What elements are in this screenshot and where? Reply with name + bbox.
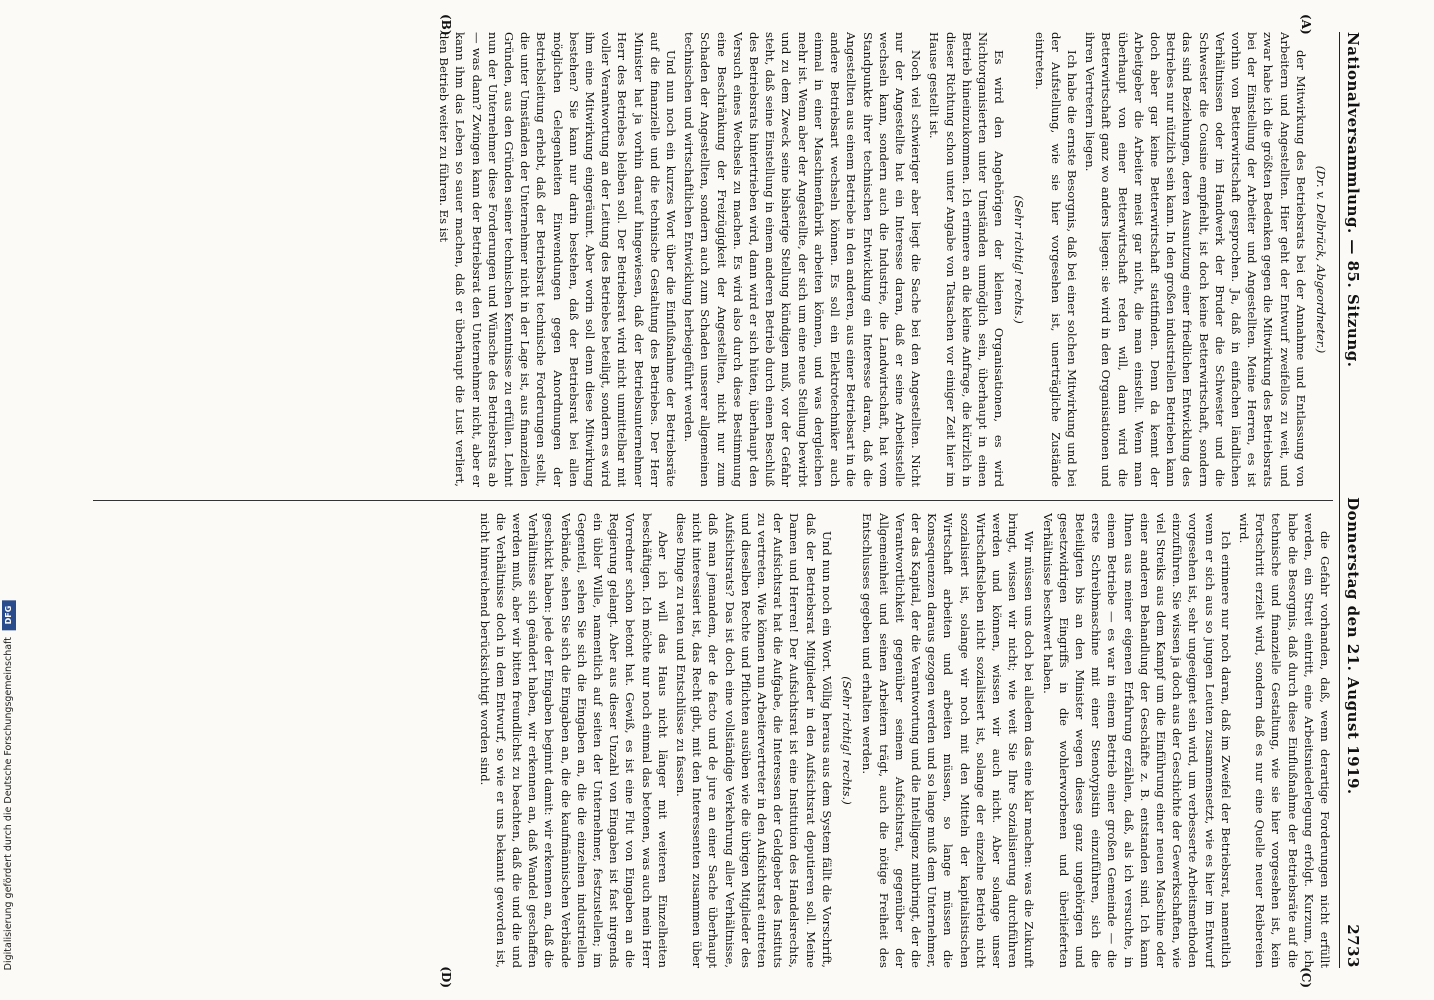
page-header: [1339, 32, 1362, 968]
left-column: [93, 32, 1333, 487]
right-column: [93, 513, 1333, 968]
newspaper-page: [72, 10, 1372, 990]
left-paragraph: (Dr. v. Delbrück, Abgeordneter.): [1314, 165, 1328, 354]
right-paragraph: (Sehr richtig! rechts.): [840, 676, 855, 805]
left-paragraph: (Sehr richtig! rechts.): [1012, 195, 1027, 324]
margin-marker-d: (D): [439, 966, 453, 988]
header-left: Nationalversammlung. — 85. Sitzung.: [1344, 32, 1362, 368]
page-number: 2733: [1344, 924, 1362, 968]
right-paragraph: Ich erinnere nur noch daran, daß im Zweifel der Betriebsrat, namentlich wenn er sich aus so jungen Leuten zusammensetzt, wie es hier im Entwurf vorgesehen ist, sehr ungeeignet sein wird, um verbesserte Arbeitsmethoden einzuführen. Sie wissen ja doch aus der Geschichte der Gewerkschaften, wie viel Streiks aus dem Kampf um die Einführung einer neuen Maschine oder einer anderen Behandlung der Geschäfte z. B. entstanden sind. Ich kann Ihnen aus meiner eigenen Erfahrung erzählen, daß, als ich versuchte, in einem Betriebe — es war in einem Betrieb einer großen Gemeinde — die erste Schreibmaschine mit einer Stenotypistin einzuführen, sich die Beteiligten bis an den Minister wegen dieses ganz ungehörigen und gesetzwidrigen Eingriffs in die wohlerworbenen und überlieferten Verhältnisse beschwert haben.: [1040, 513, 1233, 968]
right-paragraph: die Gefahr vorhanden, daß, wenn derartige Forderungen nicht erfüllt werden, ein Streit eintritt, eine Arbeitsniederlegung erfolgt. Kurzum, ich habe die Besorgnis, daß durch diese Einflußnahme der Betriebsräte auf die technische und finanzielle Gestaltung, wie sie hier vorgesehen ist, kein Fortschritt erzielt wird, sondern daß es nur eine Quelle neuer Reibereien wird.: [1236, 513, 1332, 968]
right-paragraph: Und nun noch ein Wort. Völlig heraus aus dem System fällt die Vorschrift, daß der Betriebsrat Mitglieder in den Aufsichtsrat deputieren soll. Meine Damen und Herren! Der Aufsichtsrat ist eine Institution des Handelsrechts, der Aufsichtsrat hat die Aufgabe, die Interessen der Geldgeber des Instituts zu vertreten. Wie können nun Arbeitervertreter in den Aufsichtsrat eintreten und dieselben Rechte und Pflichten ausüben wie die übrigen Mitglieder des Aufsichtsrats? Das ist doch eine vollständige Verkehrung aller Verhältnisse, daß man jemandem, der de facto und de jure an einer Sache überhaupt nicht interessiert ist, das Recht gibt, mit den Interessenten zusammen über diese Dinge zu raten und Entschlüsse zu fassen.: [674, 513, 834, 968]
right-paragraph: Wir müssen uns doch bei alledem das eine klar machen: was die Zukunft bringt, wissen wir nicht; wie weit Sie Ihre Sozialisierung durchführen werden und können, wissen wir auch nicht. Aber solange unser Wirtschaftsleben nicht sozialisiert ist, solange der einzelne Betrieb nicht sozialisiert ist, solange wir noch mit den Mitteln der kapitalistischen Wirtschaft arbeiten und arbeiten müssen, so lange müssen die Konsequenzen daraus gezogen werden und so lange muß dem Unternehmer, der das Kapital, der die Verantwortung und die Intelligenz mitbringt, der die Verantwortlichkeit gegenüber seinem Aufsichtsrat, gegenüber der Allgemeinheit und seinen Arbeitern trägt, auch die nötige Freiheit des Entschlusses gegeben und erhalten werden.: [860, 513, 1037, 968]
text-columns: [93, 14, 1333, 988]
column-divider: [93, 500, 1333, 501]
dfg-logo: DFG: [2, 600, 16, 630]
header-date: Donnerstag den 21. August 1919.: [1344, 497, 1362, 795]
margin-marker-b: (B): [439, 14, 453, 36]
left-paragraph: Ich habe die ernste Besorgnis, daß bei einer solchen Mitwirkung und bei der Aufstellung, wie sie hier vorgesehen ist, unerträgliche Zustände eintreten.: [1032, 32, 1079, 487]
left-paragraph: Noch viel schwieriger aber liegt die Sache bei den Angestellten. Nicht nur der Angestellte hat ein Interesse daran, daß er seine Arbeitsstelle wechseln kann, sondern auch die Industrie, die Landwirtschaft, hat vom Standpunkte ihrer technischen Entwicklung ein Interesse daran, daß die Angestellten aus einem Betriebe in den anderen, aus einer Betriebsart in die andere Betriebsart wechseln können. Es soll ein Elektrotechniker auch einmal in einer Maschinenfabrik arbeiten können, und was dergleichen mehr ist. Wenn aber der Angestellte, der sich um eine neue Stellung bewirbt und zu dem Zweck seine bisherige Stellung kündigen muß, vor der Gefahr steht, daß seine Einstellung in einem anderen Betrieb durch einen Beschluß des Betriebsrats hintertrieben wird, dann wird er sich hüten, überhaupt den Versuch eines Wechsels zu machen. Es wird also durch diese Bestimmung eine Beschränkung der Freizügigkeit der Angestellten, nicht nur zum Schaden der Angestellten, sondern auch zum Schaden unserer allgemeinen technischen und wirtschaftlichen Entwicklung herbeigeführt werden.: [682, 32, 924, 487]
left-paragraph: Es wird den Angehörigen der kleinen Organisationen, es wird Nichtorganisierten unter Umständen unmöglich sein, überhaupt in einen Betrieb hineinzukommen. Ich erinnere an die kleine Anfrage, die kürzlich in dieser Richtung schon unter Angabe von Tatsachen vor einiger Zeit hier im Hause gestellt ist.: [927, 32, 1007, 487]
footer-text: Digitalisierung gefördert durch die Deutsche Forschungsgemeinschaft: [3, 637, 14, 971]
margin-marker-c: (C): [1299, 967, 1313, 988]
digitization-footer: [2, 600, 16, 970]
left-paragraph: Und nun noch ein kurzes Wort über die Einflußnahme der Betriebsräte auf die finanzielle und die technische Gestaltung des Betriebes. Der Herr Minister hat ja vorhin darauf hingewiesen, daß der Betriebsunternehmer Herr des Betriebes bleiben soll. Der Betriebsrat wird nicht unmittelbar mit voller Verantwortung an der Leitung des Betriebes beteiligt, sondern es wird ihm eine Mitwirkung eingeräumt. Aber worin soll denn diese Mitwirkung bestehen? Sie kann nur darin bestehen, daß der Betriebsrat bei allen möglichen Gelegenheiten Einwendungen gegen Anordnungen der Betriebsleitung erhebt, daß der Betriebsrat technische Forderungen stellt, die unter Umständen der Unternehmer nicht in der Lage ist, aus finanziellen Gründen, aus den Gründen seiner technischen Kenntnisse zu erfüllen. Lehnt nun der Unternehmer diese Forderungen und Wünsche des Betriebsrats ab — was dann? Zwingen kann der Betriebsrat den Unternehmer nicht, aber er kann ihm das Leben so sauer machen, daß er überhaupt die Lust verliert, den Betrieb weiter zu führen. Es ist: [437, 32, 679, 487]
right-paragraph: Aber ich will das Haus nicht länger mit weiteren Einzelheiten beschäftigen. Ich möchte nur noch einmal das betonen, was auch mein Herr Vorredner schon betont hat. Gewiß, es ist eine Flut von Eingaben an die Regierung gelangt. Aber aus dieser Unzahl von Eingaben ist fast nirgends ein übler Wille, namentlich auf seiten der Unternehmer, festzustellen; im Gegenteil, sehen Sie sich die Eingaben an, die die einzelnen industriellen Verbände, sehen Sie sich die Eingaben an, die die kaufmännischen Verbände geschickt haben: jede der Eingaben beginnt damit: wir erkennen an, daß die Verhältnisse sich geändert haben, wir erkennen an, daß Wandel geschaffen werden muß, aber wir bitten freundlichst zu beachten, daß die und die und die Verhältnisse doch in dem Entwurf, so wie er uns bekannt geworden ist, nicht hinreichend berücksichtigt worden sind.: [477, 513, 670, 968]
left-paragraph: der Mitwirkung des Betriebsrats bei der Annahme und Entlassung von Arbeitern und Angestellten. Hier geht der Entwurf zweifellos zu weit, und zwar habe ich die größten Bedenken gegen die Mitwirkung des Betriebsrats bei der Einstellung der Arbeiter und Angestellten. Meine Herren, es ist vorhin von Betterwirtschaft gesprochen. Ja, daß in einfachen ländlichen Verhältnissen oder im Handwerk der Bruder die Schwester und die Schwester die Cousine empfiehlt, ist doch keine Betterwirtschaft, sondern das sind Beziehungen, deren Ausnutzung einer friedlichen Entwicklung des Betriebes nur nützlich sein kann. In den großen industriellen Betrieben kann doch aber gar keine Betterwirtschaft stattfinden. Denn da kennt der Arbeitgeber die Arbeiter meist gar nicht, die man einstellt. Wenn man überhaupt von einer Betterwirtschaft reden will, dann wird die Betterwirtschaft ganz wo anders liegen: sie wird in den Organisationen und ihren Vertretern liegen.: [1083, 32, 1308, 487]
margin-marker-a: (A): [1299, 14, 1313, 35]
